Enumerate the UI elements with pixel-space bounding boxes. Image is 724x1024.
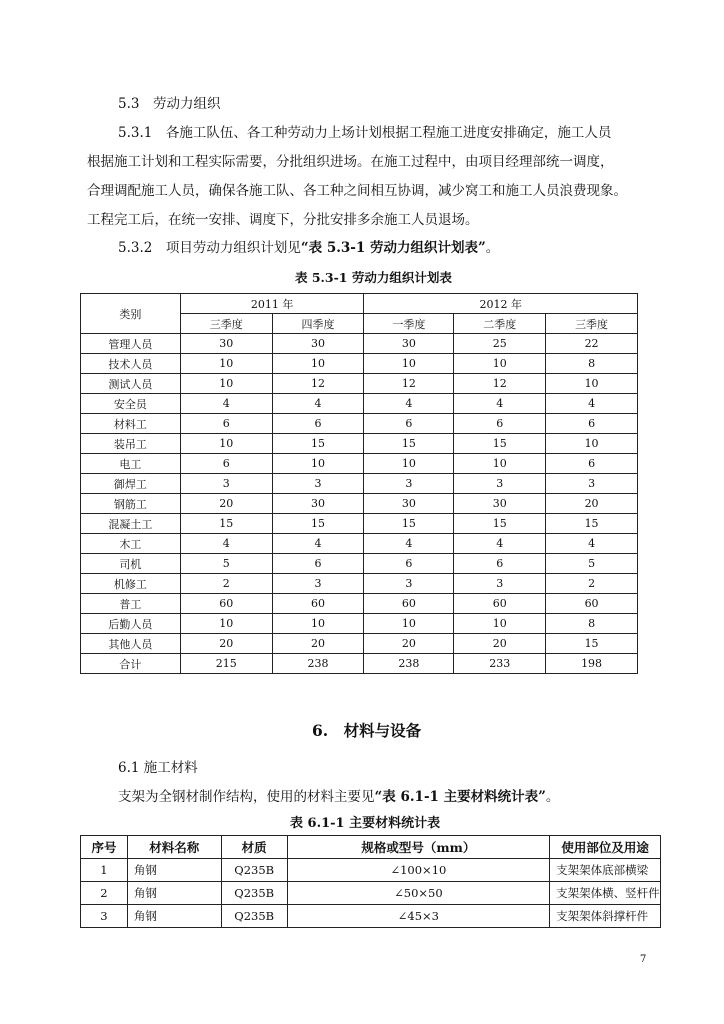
cell-count: 238	[272, 654, 364, 674]
cell-count: 6	[546, 454, 638, 474]
table-row	[81, 882, 661, 905]
table-row	[81, 394, 638, 414]
cell-count: 60	[364, 594, 454, 614]
cell-count: 198	[546, 654, 638, 674]
cell-category: 后勤人员	[81, 614, 181, 634]
cell-count: 4	[180, 394, 272, 414]
cell-count: 3	[454, 574, 546, 594]
cell-category: 机修工	[81, 574, 181, 594]
cell-count: 60	[180, 594, 272, 614]
cell-category: 安全员	[81, 394, 181, 414]
year-header-2012: 2012 年	[364, 294, 638, 314]
header-index: 序号	[81, 836, 128, 859]
quarter-header: 一季度	[364, 314, 454, 334]
cell-usage: 支架架体横、竖杆件	[550, 882, 661, 905]
table-row	[81, 574, 638, 594]
cell-category: 管理人员	[81, 334, 181, 354]
cell-count: 6	[180, 414, 272, 434]
cell-count: 3	[546, 474, 638, 494]
header-grade: 材质	[221, 836, 287, 859]
cell-count: 15	[272, 434, 364, 454]
quarter-header: 三季度	[180, 314, 272, 334]
cell-count: 5	[180, 554, 272, 574]
cell-count: 6	[272, 414, 364, 434]
cell-count: 20	[454, 634, 546, 654]
header-spec: 规格或型号（mm）	[287, 836, 550, 859]
cell-material-name: 角钢	[127, 859, 221, 882]
cell-count: 4	[364, 534, 454, 554]
category-header: 类别	[81, 294, 181, 334]
cell-count: 20	[180, 634, 272, 654]
cell-count: 15	[364, 514, 454, 534]
cell-count: 10	[180, 354, 272, 374]
header-usage: 使用部位及用途	[550, 836, 661, 859]
cell-count: 10	[272, 614, 364, 634]
cell-count: 60	[272, 594, 364, 614]
cell-count: 30	[364, 334, 454, 354]
table-row	[81, 454, 638, 474]
cell-count: 30	[272, 334, 364, 354]
cell-count: 10	[364, 614, 454, 634]
cell-material-name: 角钢	[127, 882, 221, 905]
cell-count: 30	[272, 494, 364, 514]
cell-grade: Q235B	[221, 859, 287, 882]
cell-count: 2	[546, 574, 638, 594]
page-number: 7	[640, 954, 647, 965]
cell-count: 12	[454, 374, 546, 394]
table-row	[81, 534, 638, 554]
cell-category: 材料工	[81, 414, 181, 434]
cell-category: 木工	[81, 534, 181, 554]
cell-count: 3	[272, 474, 364, 494]
cell-category: 御焊工	[81, 474, 181, 494]
cell-count: 60	[454, 594, 546, 614]
paragraph-line: 5.3.1 各施工队伍、各工种劳动力上场计划根据工程施工进度安排确定，施工人员	[118, 125, 612, 141]
cell-count: 20	[272, 634, 364, 654]
table-row	[81, 594, 638, 614]
cell-count: 3	[272, 574, 364, 594]
cell-count: 10	[364, 454, 454, 474]
cell-count: 4	[546, 394, 638, 414]
table-row	[81, 905, 661, 928]
table-row	[81, 614, 638, 634]
cell-count: 10	[364, 354, 454, 374]
table-row	[81, 414, 638, 434]
paragraph-text: 5.3.2 项目劳动力组织计划见	[118, 240, 301, 256]
table-row	[81, 859, 661, 882]
cell-grade: Q235B	[221, 905, 287, 928]
cell-category: 合计	[81, 654, 181, 674]
cell-count: 6	[364, 414, 454, 434]
quarter-header: 二季度	[454, 314, 546, 334]
cell-count: 20	[546, 494, 638, 514]
cell-category: 技术人员	[81, 354, 181, 374]
cell-index: 3	[81, 905, 128, 928]
cell-grade: Q235B	[221, 882, 287, 905]
section-heading-5-3: 5.3 劳动力组织	[118, 96, 221, 112]
cell-count: 6	[454, 554, 546, 574]
cell-count: 5	[546, 554, 638, 574]
cell-count: 10	[272, 454, 364, 474]
cell-usage: 支架架体斜撑杆件	[550, 905, 661, 928]
cell-material-name: 角钢	[127, 905, 221, 928]
cell-count: 25	[454, 334, 546, 354]
quarter-header: 四季度	[272, 314, 364, 334]
cell-category: 测试人员	[81, 374, 181, 394]
cell-count: 233	[454, 654, 546, 674]
cell-count: 30	[454, 494, 546, 514]
cell-count: 10	[272, 354, 364, 374]
cell-category: 普工	[81, 594, 181, 614]
cell-category: 司机	[81, 554, 181, 574]
cell-count: 6	[364, 554, 454, 574]
table-row	[81, 374, 638, 394]
cell-count: 15	[546, 634, 638, 654]
cell-count: 15	[546, 514, 638, 534]
cell-count: 3	[454, 474, 546, 494]
cell-count: 2	[180, 574, 272, 594]
paragraph-text: 。	[485, 240, 500, 256]
cell-count: 6	[180, 454, 272, 474]
table-row	[81, 354, 638, 374]
cell-index: 1	[81, 859, 128, 882]
cell-count: 15	[454, 514, 546, 534]
cell-count: 215	[180, 654, 272, 674]
quarter-header: 三季度	[546, 314, 638, 334]
header-material-name: 材料名称	[127, 836, 221, 859]
cell-count: 8	[546, 354, 638, 374]
cell-count: 4	[546, 534, 638, 554]
year-header-2011: 2011 年	[180, 294, 364, 314]
cell-count: 3	[180, 474, 272, 494]
table-title-materials: 表 6.1-1 主要材料统计表	[290, 816, 441, 831]
table-row	[81, 474, 638, 494]
cell-count: 10	[546, 374, 638, 394]
cell-count: 4	[272, 534, 364, 554]
cell-count: 30	[364, 494, 454, 514]
cell-count: 12	[364, 374, 454, 394]
table-row	[81, 554, 638, 574]
cell-count: 20	[180, 494, 272, 514]
cell-spec: ∠45×3	[287, 905, 550, 928]
paragraph-6-1	[118, 785, 559, 805]
cell-count: 3	[364, 574, 454, 594]
cell-count: 4	[180, 534, 272, 554]
cell-count: 10	[454, 354, 546, 374]
paragraph-line: 合理调配施工人员，确保各施工队、各工种之间相互协调，减少窝工和施工人员浪费现象。	[87, 183, 627, 199]
cell-count: 8	[546, 614, 638, 634]
cell-count: 4	[454, 534, 546, 554]
paragraph-5-3-2	[118, 236, 499, 256]
cell-count: 6	[454, 414, 546, 434]
cell-category: 电工	[81, 454, 181, 474]
cell-count: 10	[180, 374, 272, 394]
cell-spec: ∠100×10	[287, 859, 550, 882]
cell-count: 4	[454, 394, 546, 414]
table-row	[81, 494, 638, 514]
paragraph-line: 工程完工后，在统一安排、调度下，分批安排多余施工人员退场。	[87, 212, 479, 228]
cell-count: 60	[546, 594, 638, 614]
cell-count: 10	[454, 454, 546, 474]
cell-index: 2	[81, 882, 128, 905]
cell-count: 4	[364, 394, 454, 414]
cell-count: 6	[272, 554, 364, 574]
cell-category: 其他人员	[81, 634, 181, 654]
table-row	[81, 334, 638, 354]
paragraph-text: 支架为全钢材制作结构，使用的材料主要见	[118, 789, 375, 805]
cell-count: 15	[454, 434, 546, 454]
table-row	[81, 654, 638, 674]
paragraph-text: 。	[545, 789, 560, 805]
labor-plan-table	[80, 293, 638, 674]
cell-category: 混凝土工	[81, 514, 181, 534]
cell-count: 15	[272, 514, 364, 534]
table-row	[81, 634, 638, 654]
cell-category: 钢筋工	[81, 494, 181, 514]
cell-count: 22	[546, 334, 638, 354]
cell-count: 4	[272, 394, 364, 414]
cell-count: 3	[364, 474, 454, 494]
cell-count: 238	[364, 654, 454, 674]
cell-count: 15	[180, 514, 272, 534]
cell-count: 12	[272, 374, 364, 394]
cell-count: 30	[180, 334, 272, 354]
materials-table	[80, 835, 661, 928]
table-title-labor: 表 5.3-1 劳动力组织计划表	[295, 270, 452, 285]
cell-count: 15	[364, 434, 454, 454]
cell-count: 10	[180, 614, 272, 634]
cell-count: 20	[364, 634, 454, 654]
cell-count: 10	[454, 614, 546, 634]
subsection-heading-6-1: 6.1 施工材料	[118, 760, 198, 776]
cell-count: 10	[180, 434, 272, 454]
cell-spec: ∠50×50	[287, 882, 550, 905]
cell-count: 6	[546, 414, 638, 434]
cell-category: 装吊工	[81, 434, 181, 454]
table-row	[81, 514, 638, 534]
cell-count: 10	[546, 434, 638, 454]
paragraph-line: 根据施工计划和工程实际需要，分批组织进场。在施工过程中，由项目经理部统一调度，	[87, 154, 614, 170]
section-heading-6: 6. 材料与设备	[312, 721, 422, 740]
table-reference: “表 5.3-1 劳动力组织计划表”	[300, 240, 486, 256]
table-reference: “表 6.1-1 主要材料统计表”	[374, 789, 546, 805]
cell-usage: 支架架体底部横梁	[550, 859, 661, 882]
table-row	[81, 434, 638, 454]
